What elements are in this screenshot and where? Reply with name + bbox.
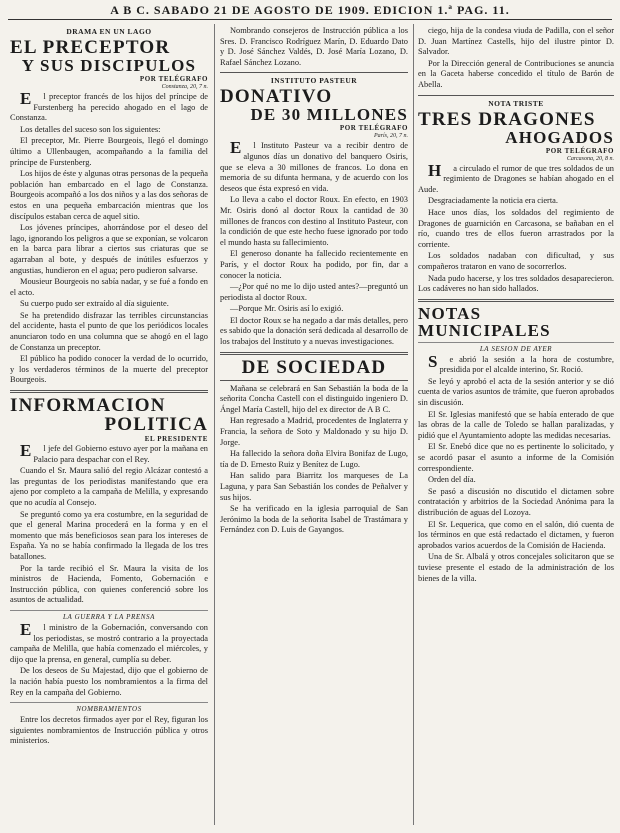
article-paragraph: Mousieur Bourgeois no sabía nadar, y se fué a fondo en el acto.	[10, 277, 208, 297]
article-notas-municipales	[418, 305, 614, 584]
article-paragraph: Mañana se celebrará en San Sebastián la boda de la señorita Concha Castell con el distinguido ingeniero D. Ángel María Castell, hijo del ex director de A B C.	[220, 383, 408, 414]
article-headline-line2: POLITICA	[104, 414, 208, 436]
article-dateline: Constanza, 20, 7 n.	[161, 84, 208, 90]
article-subhead: NOMBRAMIENTOS	[10, 702, 208, 713]
article-paragraph: Los detalles del suceso son los siguientes:	[20, 124, 161, 134]
article-nombramientos	[10, 702, 208, 747]
article-kicker: INSTITUTO PASTEUR	[270, 76, 358, 86]
section-divider	[220, 380, 408, 381]
article-paragraph: Se preguntó como ya era costumbre, en la seguridad de que el general Marina procederá en la forma y en el momento que más beneficiosos sean para los intereses de España. Ya no se había confirmado la llegada de los tres batallones.	[10, 509, 208, 561]
article-headline-line2: DE 30 MILLONES	[250, 105, 408, 125]
article-paragraph: —Porque Mr. Osiris así lo exigió.	[230, 304, 344, 314]
article-paragraph: ciego, hija de la condesa viuda de Padilla, con el señor D. Juan Martínez Castells, hijo del ilustre pintor D. Salvador.	[418, 26, 614, 57]
article-paragraph: Se ha verificado en la iglesia parroquial de San Jerónimo la boda de la señorita Isabel de Trastámara y Fernández con D. Luis de Gayangos.	[220, 504, 408, 535]
article-paragraph: De los deseos de Su Majestad, dijo que el gobierno de la nación había puesto los nombramientos a la firma del Rey en la campaña del Gobierno.	[10, 666, 208, 697]
article-byline: POR TELÉGRAFO	[339, 124, 408, 133]
article-paragraph: Los jóvenes príncipes, ahorrándose por el deseo del lago, ignorando los peligros a que se exponían, se volcaron en la barca para librar a ciertos sus criaturas que se agarraban al bote, y después de inútiles esfuerzos y angustias, hundieron en el agua; pero pudieron salvarse.	[10, 223, 208, 275]
article-headline: INFORMACION	[10, 395, 166, 417]
article-paragraph: El doctor Roux se ha negado a dar más detalles, pero es sabido que la donación será dedicada al desarrollo de los trabajos del Instituto y a nuevas investigaciones.	[220, 315, 408, 347]
article-paragraph: Nada pudo hacerse, y los tres soldados desaparecieron. Los cadáveres no han sido hallados.	[418, 273, 614, 294]
article-paragraph: Ha circulado el rumor de que tres soldados de un regimiento de Dragones se habían ahogado en el Aude.	[418, 160, 614, 194]
article-paragraph: Los hijos de éste y algunas otras personas de la pequeña población han embarcado en el lago de Constanza. Bourgeois acompañó a los dos niños y a las dos señoras de estos en una pequeña embarcación mientras que los discípulos estaban cerca de aquel sitio.	[10, 169, 208, 221]
article-paragraph: El Sr. Enebó dice que no es pertinente lo solicitado, y se acordó pasar el asunto a informe de la Comisión correspondiente.	[418, 442, 614, 473]
column-2	[220, 26, 408, 827]
article-preceptor	[10, 27, 208, 386]
article-paragraph: Por la tarde recibió el Sr. Maura la visita de los ministros de Hacienda, Fomento, Gobernación e Instrucción pública, con quienes conferenció sobre los asuntos de actualidad.	[10, 563, 208, 605]
article-paragraph: Desgraciadamente la noticia era cierta.	[428, 196, 558, 206]
article-paragraph: El generoso donante ha fallecido recientemente en París, y el doctor Roux ha podido, por fin, dar a conocer la noticia.	[220, 249, 408, 280]
article-headline-line2: Y SUS DISCIPULOS	[21, 56, 197, 75]
article-paragraph: Se ha pretendido disfrazar las terribles circunstancias del accidente, hasta el punto de que los periódicos locales anunciaron todo en una columna que se ahogó en el lago de Constanza un preceptor.	[10, 310, 208, 352]
article-dateline: París, 20, 7 n.	[373, 133, 408, 140]
article-paragraph: Una de Sr. Albalá y otros concejales solicitaron que se tuviese presente el estado de la administración de los bienes de la villa.	[418, 552, 614, 583]
article-informacion-politica	[10, 396, 208, 606]
section-divider	[418, 95, 614, 96]
article-paragraph: El Sr. Lequerica, que como en el salón, dió cuenta de los términos en que está redactado el dictamen, y fueron aprobados varios acuerdos de la Comisión de Hacienda.	[418, 519, 614, 550]
section-divider	[10, 390, 208, 393]
article-paragraph: Su cuerpo pudo ser extraído al día siguiente.	[20, 299, 169, 309]
page-masthead: A B C. SABADO 21 DE AGOSTO DE 1909. EDICION 1.ª PAG. 11.	[8, 3, 612, 20]
article-paragraph: El preceptor francés de los hijos del príncipe de Furstenberg ha perecido ahogado en el lago de Constanza.	[10, 89, 208, 123]
column-3	[418, 26, 614, 827]
article-dateline: Carcasona, 20, 8 n.	[566, 155, 614, 162]
article-paragraph: Han salido para Biarritz los marqueses de La Laguna, y para San Sebastián los condes de Peñalver y sus hijos.	[220, 471, 408, 502]
article-subhead: LA GUERRA Y LA PRENSA	[10, 610, 208, 621]
article-paragraph: El ministro de la Gobernación, conversando con los periodistas, se mostró contrario a la proyectada campaña de Melilla, que había comenzado el miércoles, y dijo que la prensa, en general, cumplía su deber.	[10, 619, 208, 664]
article-paragraph: Orden del día.	[428, 475, 476, 485]
article-subhead: LA SESION DE AYER	[418, 342, 614, 353]
article-paragraph: El Instituto Pasteur va a recibir dentro de algunos días un donativo del banquero Osiris, que se eleva a 30 millones de francos. Lo dona en memoria de su difunta hermana, y de acuerdo con los deseos que ésta expresó en vida.	[220, 138, 408, 193]
article-paragraph: Hace unos días, los soldados del regimiento de Dragones de guarnición en Carcasona, se bañaban en el río, cuando tres de ellos fueron arrastrados por la corriente.	[418, 207, 614, 249]
article-paragraph: Por la Dirección general de Contribuciones se anuncia en la Gaceta haberse concedido el título de Barón de Abella.	[418, 58, 614, 89]
section-divider	[220, 72, 408, 73]
section-divider	[220, 352, 408, 355]
article-paragraph: Se pasó a discusión no discutido el dictamen sobre contratación y arbitrios de la Sociedad Anónima para la distribución de aguas del Lozoya.	[418, 486, 614, 517]
article-headline-line2: AHOGADOS	[505, 127, 614, 147]
article-kicker: DRAMA EN UN LAGO	[66, 27, 152, 36]
article-continuation	[220, 26, 408, 68]
article-headline: NOTAS MUNICIPALES	[418, 303, 551, 340]
article-byline: POR TELÉGRAFO	[545, 146, 614, 155]
article-paragraph: Se abrió la sesión a la hora de costumbre, presidida por el alcalde interino, Sr. Roció.	[428, 351, 614, 375]
article-paragraph: Los soldados nadaban con dificultad, y sus compañeros trataron en vano de socorrerlos.	[418, 251, 614, 271]
column-rule	[214, 24, 215, 825]
article-headline: DONATIVO	[220, 86, 333, 108]
article-paragraph: El público ha podido conocer la verdad de lo ocurrido, y los verdaderos términos de la muerte del preceptor Bourgeois.	[10, 354, 208, 385]
article-paragraph: Ha fallecido la señora doña Elvira Bonifaz de Lugo, tía de D. Ernesto Ruiz y Benítez de Lugo.	[220, 449, 408, 469]
section-divider	[418, 299, 614, 302]
article-byline: POR TELÉGRAFO	[139, 75, 208, 83]
article-paragraph: Nombrando consejeros de Instrucción pública a los Sres. D. Francisco Rodríguez Marín, D. Eduardo Dato y D. José Sánchez Valdés, D. José María Lozano, D. Rafael Sánchez Lozano.	[220, 26, 408, 67]
article-paragraph: Se leyó y aprobó el acta de la sesión anterior y se dió cuenta de varios asuntos de trámite, que fueron aprobados sin discusión.	[418, 376, 614, 408]
article-donativo	[220, 76, 408, 347]
article-paragraph: Cuando el Sr. Maura salió del regio Alcázar contestó a las preguntas de los periodistas manifestando que era ajeno por completo a la campaña de Melilla, y expresando que no acudía al Consejo.	[10, 466, 208, 507]
column-1	[10, 26, 208, 827]
article-guerra-prensa	[10, 610, 208, 698]
article-paragraph: El jefe del Gobierno estuvo ayer por la mañana en Palacio para despachar con el Rey.	[20, 441, 208, 464]
article-dragones	[418, 99, 614, 295]
article-paragraph: Lo lleva a cabo el doctor Roux. En efecto, en 1903 Mr. Osiris donó al doctor Roux la cantidad de 30 millones de francos con destino al Instituto Pasteur, con la condición de que este hecho fuese ignorado por todo el mundo hasta su fallecimiento.	[220, 195, 408, 247]
article-paragraph: El preceptor, Mr. Pierre Bourgeois, llegó el domingo último a Ullenbaugen, acompañando a la familia del príncipe de Furstenberg.	[10, 136, 208, 167]
article-paragraph: Han regresado a Madrid, procedentes de Inglaterra y Francia, la señora de Soto y Maldonado y su hijo D. Jorge.	[220, 416, 408, 447]
article-headline: EL PRECEPTOR	[10, 37, 171, 58]
article-paragraph: Entre los decretos firmados ayer por el Rey, figuran los siguientes nombramientos de Instrucción pública y otros ministerios.	[10, 715, 208, 746]
article-headline: TRES DRAGONES	[418, 108, 596, 130]
article-paragraph: El Sr. Iglesias manifestó que se había enterado de que las obras de la calle de Toledo se hallan paralizadas, y pidió que el Ayuntamiento adopte las medidas necesarias.	[418, 409, 614, 440]
article-sociedad	[220, 358, 408, 536]
article-kicker: NOTA TRISTE	[488, 98, 544, 108]
article-paragraph: —¿Por qué no me lo dijo usted antes?—preguntó un periodista al doctor Roux.	[220, 282, 408, 302]
article-headline: DE SOCIEDAD	[241, 356, 387, 378]
column-rule	[413, 24, 414, 825]
article-byline: EL PRESIDENTE	[144, 435, 208, 444]
article-continuation	[418, 26, 614, 91]
